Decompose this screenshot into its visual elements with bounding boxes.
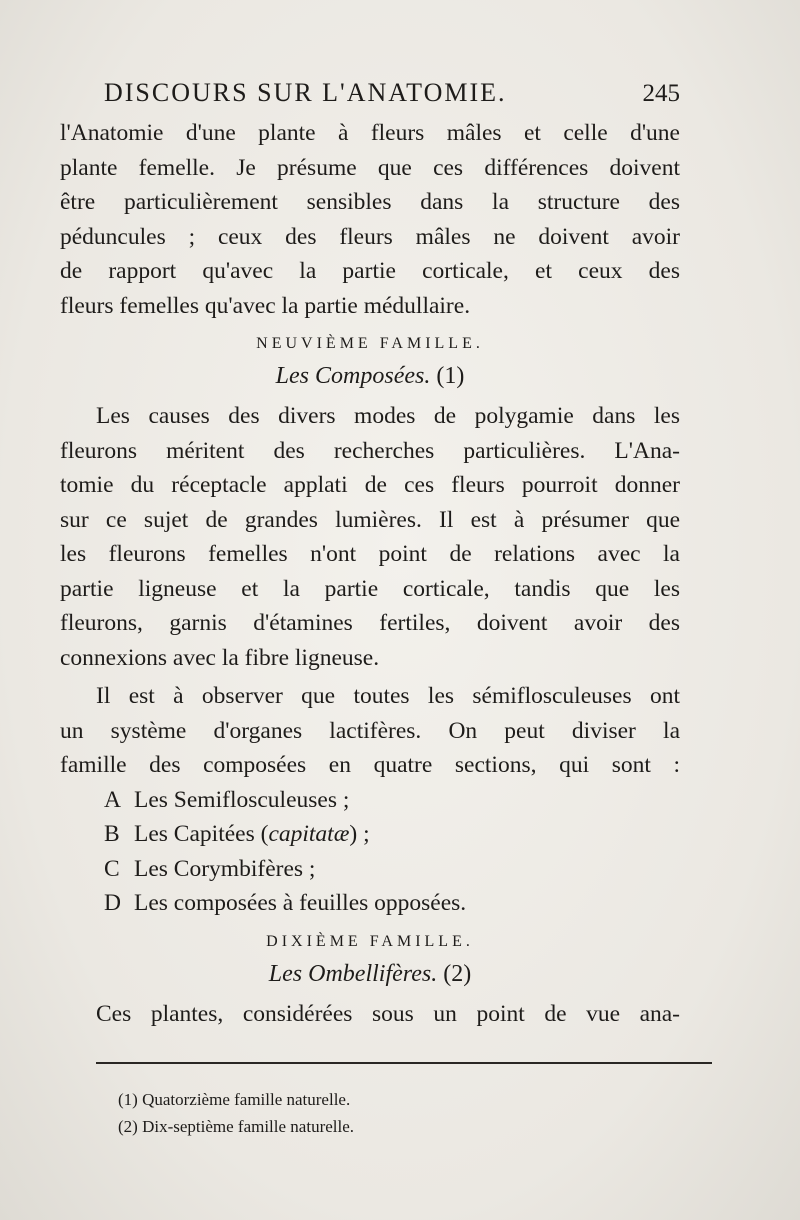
footnote-1: (1) Quatorzième famille naturelle. — [118, 1090, 351, 1109]
text-line: Ces plantes, considérées sous un point de vue ana- — [96, 1000, 680, 1027]
section-item — [104, 783, 680, 818]
text-line: péduncules ; ceux des fleurs mâles ne doivent avoir — [60, 223, 680, 250]
text-line: famille des composées en quatre sections, qui sont : — [60, 752, 680, 778]
paragraph-semiflosculeuses — [60, 679, 680, 783]
section-letter: B — [104, 821, 120, 847]
footnotes — [118, 1086, 678, 1140]
section-text-before: Les Capitées ( — [134, 821, 269, 847]
text-line: les fleurons femelles n'ont point de relations avec la — [60, 541, 680, 567]
body-text — [60, 116, 680, 1031]
text-line: plante femelle. Je présume que ces différences doivent — [60, 154, 680, 181]
text-line: Les causes des divers modes de polygamie dans les — [96, 403, 680, 429]
text-line: connexions avec la fibre ligneuse. — [60, 644, 380, 671]
continued-paragraph — [60, 116, 680, 323]
section-letter: C — [104, 855, 120, 882]
section-item — [104, 886, 680, 921]
family-heading-dixieme: DIXIÈME FAMILLE. — [266, 932, 474, 950]
family-name-text: Les Ombellifères. — [268, 960, 438, 987]
section-text-italic: capitatæ — [268, 821, 350, 847]
running-head — [104, 78, 680, 108]
paragraph-ombelliferes — [60, 997, 680, 1032]
family-heading-neuvieme: NEUVIÈME FAMILLE. — [256, 335, 484, 352]
text-line: un système d'organes lactifères. On peut diviser la — [60, 717, 680, 744]
footnote-ref-2: (2) — [443, 960, 472, 987]
section-text: Les composées à feuilles opposées. — [134, 890, 467, 916]
text-line: être particulièrement sensibles dans la structure des — [60, 189, 680, 215]
section-letter: A — [104, 786, 121, 813]
text-line: l'Anatomie d'une plante à fleurs mâles et celle d'une — [60, 120, 680, 146]
text-line: sur ce sujet de grandes lumières. Il est à présumer que — [60, 506, 680, 533]
footnote-ref-1: (1) — [436, 363, 465, 389]
footnote-2: (2) Dix-septième famille naturelle. — [118, 1117, 355, 1136]
page-number: 245 — [642, 80, 680, 107]
section-text-after: ) ; — [349, 821, 370, 847]
text-line: tomie du réceptacle applati de ces fleurs pourroit donner — [60, 472, 680, 498]
section-text: Les Semiflosculeuses ; — [134, 786, 350, 813]
family-name-ombelliferes — [60, 957, 680, 991]
text-line: fleurs femelles qu'avec la partie médullaire. — [60, 292, 471, 319]
text-line: fleurons méritent des recherches particulières. L'Ana- — [60, 437, 680, 464]
paragraph-polygamie — [60, 399, 680, 675]
section-item — [104, 852, 680, 887]
text-line: partie ligneuse et la partie corticale, tandis que les — [60, 575, 680, 602]
running-title: DISCOURS SUR L'ANATOMIE. — [104, 78, 507, 107]
section-item — [104, 817, 680, 852]
section-letter: D — [104, 890, 121, 916]
family-name-composees — [60, 359, 680, 393]
text-line: de rapport qu'avec la partie corticale, et ceux des — [60, 258, 680, 284]
sections-list — [60, 783, 680, 921]
text-line: fleurons, garnis d'étamines fertiles, doivent avoir des — [60, 610, 680, 636]
text-line: Il est à observer que toutes les sémiflosculeuses ont — [96, 683, 680, 709]
footnote-rule — [96, 1062, 712, 1064]
family-name-text: Les Composées. — [275, 363, 431, 389]
section-text: Les Corymbifères ; — [134, 855, 316, 882]
